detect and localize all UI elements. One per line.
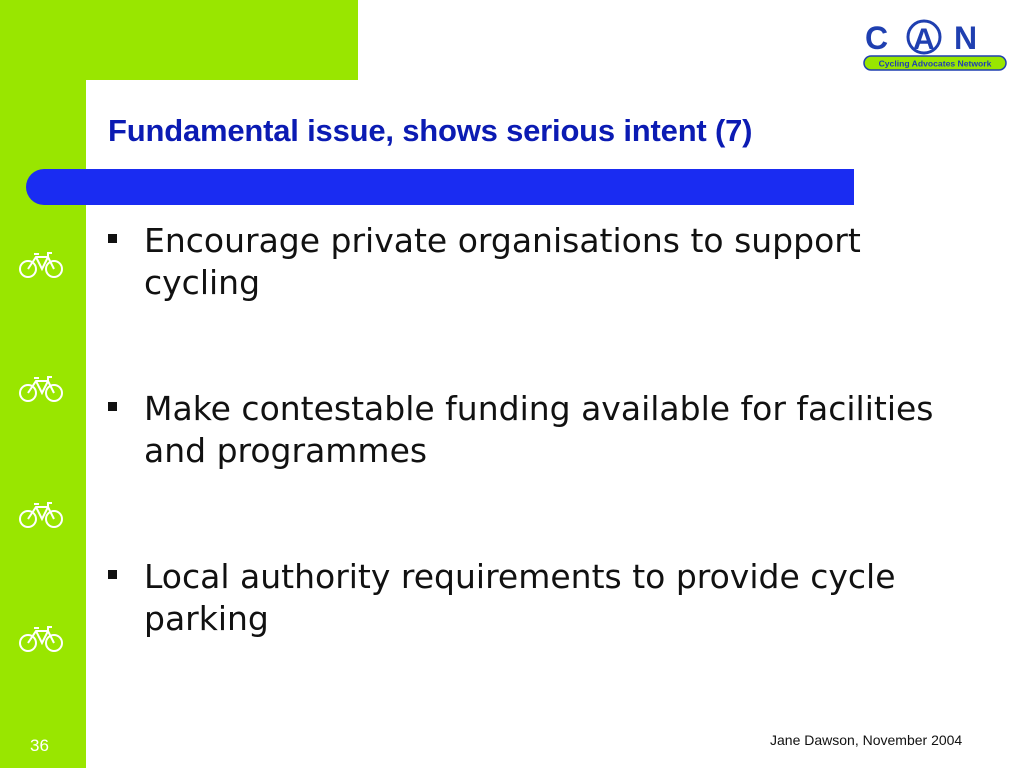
bullet-item bbox=[100, 388, 980, 472]
footer-author-date: Jane Dawson, November 2004 bbox=[770, 732, 963, 748]
bullet-text: Make contestable funding available for facilities and programmes bbox=[144, 389, 934, 470]
slide-title: Fundamental issue, shows serious intent (7) bbox=[108, 113, 753, 148]
bullet-text: Encourage private organisations to support cycling bbox=[144, 221, 861, 302]
logo-letter-a: A bbox=[913, 23, 935, 56]
slide-number: 36 bbox=[30, 736, 49, 755]
logo-letter-n: N bbox=[954, 20, 978, 56]
can-logo bbox=[862, 18, 1008, 74]
bicycle-icon bbox=[18, 373, 64, 403]
bicycle-icon bbox=[18, 499, 64, 529]
bullet-marker bbox=[108, 570, 117, 579]
bullet-marker bbox=[108, 234, 117, 243]
bullet-item bbox=[100, 220, 980, 304]
bullet-marker bbox=[108, 402, 117, 411]
logo-tagline: Cycling Advocates Network bbox=[878, 58, 992, 69]
bicycle-icon bbox=[18, 249, 64, 279]
bullet-item bbox=[100, 556, 980, 640]
bullet-text: Local authority requirements to provide cycle parking bbox=[144, 557, 896, 638]
logo-letter-c: C bbox=[865, 20, 889, 56]
bicycle-icon bbox=[18, 623, 64, 653]
top-green-band bbox=[0, 0, 358, 80]
title-underline-bar bbox=[26, 169, 854, 205]
